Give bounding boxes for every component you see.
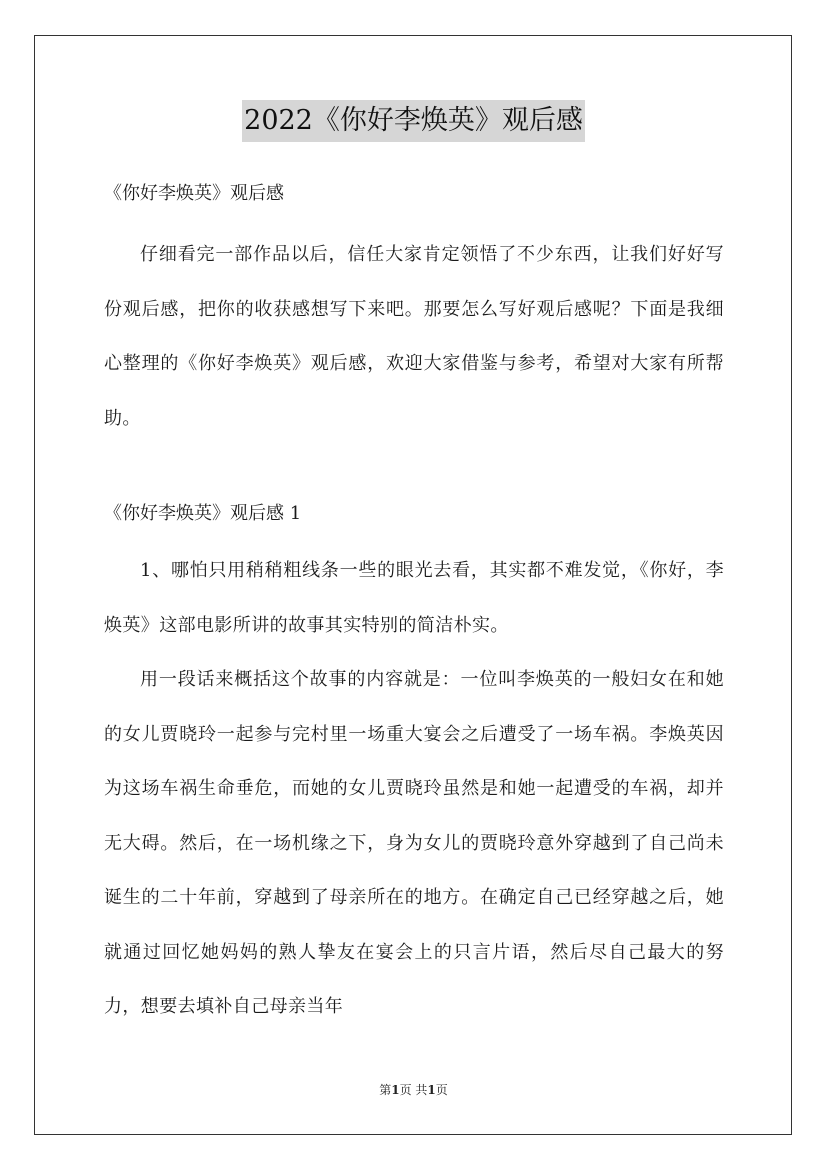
- intro-heading: 《你好李焕英》观后感: [104, 183, 284, 204]
- section1-paragraph-2: 用一段话来概括这个故事的内容就是：一位叫李焕英的一般妇女在和她的女儿贾晓玲一起参与完村里一场重大宴会之后遭受了一场车祸。李焕英因为这场车祸生命垂危，而她的女儿贾晓玲虽然是和她一起遭受的车祸，却并无大碍。然后，在一场机缘之下，身为女儿的贾晓玲意外穿越到了自己尚未诞生的二十年前，穿越到了母亲所在的地方。在确定自己已经穿越之后，她就通过回忆她妈妈的熟人挚友在宴会上的只言片语，然后尽自己最大的努力，想要去填补自己母亲当年: [104, 669, 724, 1017]
- section1-heading: 《你好李焕英》观后感 1: [104, 503, 302, 524]
- document-title: 2022《你好李焕英》观后感: [242, 100, 585, 142]
- document-body: [104, 174, 724, 1035]
- section1-paragraph-1: 1、哪怕只用稍稍粗线条一些的眼光去看，其实都不难发觉，《你好，李焕英》这部电影所讲的故事其实特别的简洁朴实。: [104, 560, 724, 636]
- intro-paragraph: 仔细看完一部作品以后，信任大家肯定领悟了不少东西，让我们好好写份观后感，把你的收获感想写下来吧。那要怎么写好观后感呢？下面是我细心整理的《你好李焕英》观后感，欢迎大家借鉴与参考，希望对大家有所帮助。: [104, 244, 724, 429]
- footer-total-pages: 1: [427, 1083, 436, 1097]
- footer-current-page: 1: [391, 1083, 400, 1097]
- footer-page-prefix: 第: [379, 1083, 392, 1097]
- footer-page-mid: 页 共: [399, 1083, 428, 1097]
- footer-page-suffix: 页: [435, 1083, 448, 1097]
- title-area: [0, 100, 827, 142]
- page-footer: [0, 1082, 827, 1098]
- section-spacer: [104, 446, 724, 494]
